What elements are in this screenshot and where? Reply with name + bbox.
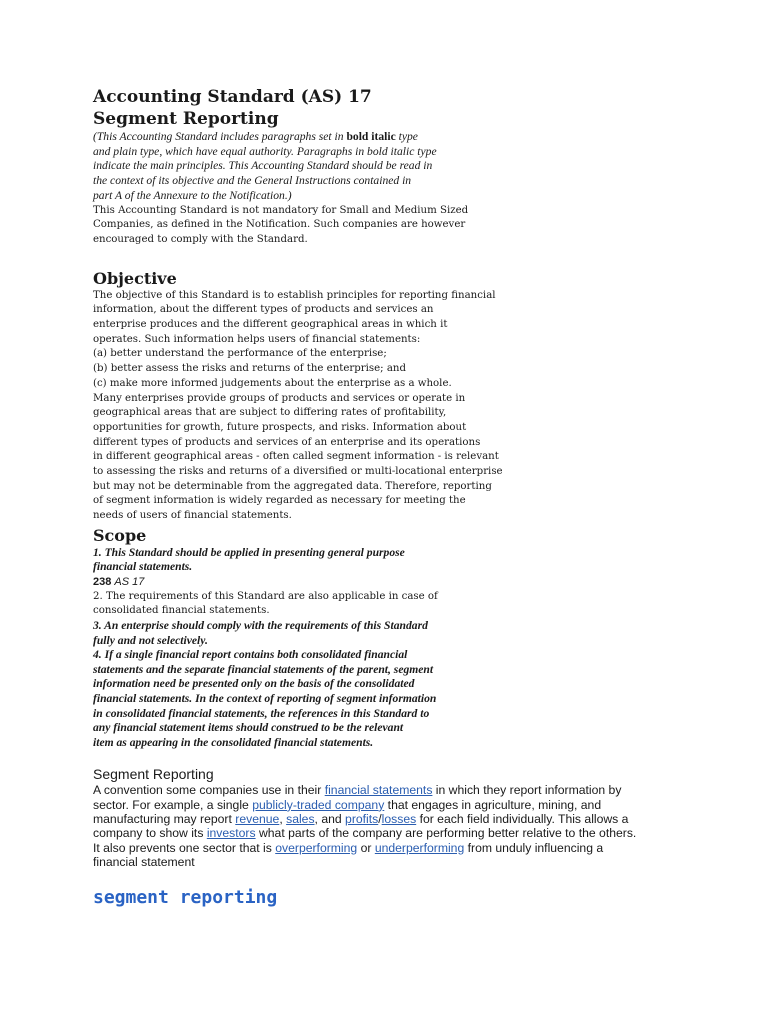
principle-line: 1. This Standard should be applied in presenting general purpose [93,545,405,559]
segment-reporting-link[interactable]: segment reporting [93,887,278,909]
body-line: needs of users of financial statements. [93,510,292,522]
body-line: Companies, as defined in the Notification. Such companies are however [93,219,466,231]
intro-line [93,130,653,145]
body-line: of segment information is widely regarded as necessary for meeting the [93,495,466,507]
body-line: The objective of this Standard is to establish principles for reporting financial [93,289,496,301]
intro-text: (This Accounting Standard includes paragraphs set in [93,130,347,143]
segment-text: that engages in agriculture, mining, and manufacturing may report [93,797,602,826]
intro-line: the context of its objective and the General Instructions contained in [93,174,412,188]
link-sales[interactable]: sales [286,812,315,826]
body-line: enterprise produces and the different geographical areas in which it [93,319,448,331]
body-line: geographical areas that are subject to differing rates of profitability, [93,407,447,419]
body-line: (a) better understand the performance of the enterprise; [93,348,387,360]
body-line: information, about the different types of products and services an [93,304,434,316]
segment-text: , [279,812,287,826]
body-line: to assessing the risks and returns of a diversified or multi-locational enterprise [93,466,503,478]
segment-text: , and [314,812,346,826]
link-publicly-traded-company[interactable]: publicly-traded company [252,797,385,812]
link-financial-statements[interactable]: financial statements [324,783,433,798]
page-title: Accounting Standard (AS) 17 [93,87,372,107]
objective-body [93,289,653,524]
intro-bold-text: bold italic [346,130,396,143]
body-line: 2. The requirements of this Standard are also applicable in case of [93,590,438,602]
segment-text: / [378,812,382,826]
body-line: encouraged to comply with the Standard. [93,233,308,245]
page-number: 238 [93,576,112,589]
body-line: Many enterprises provide groups of products and services or operate in [93,392,466,404]
body-line: (c) make more informed judgements about the enterprise as a whole. [93,377,452,389]
principle-line: in consolidated financial statements, the references in this Standard to [93,706,430,720]
principle-line: 4. If a single financial report contains both consolidated financial [93,648,408,662]
segment-text: or [357,840,375,855]
body-line: consolidated financial statements. [93,605,270,617]
link-investors[interactable]: investors [206,826,256,841]
segment-text: from unduly influencing a financial statement [93,840,604,869]
segment-text: in which they report information by sector. For example, a single [93,783,622,812]
principle-line: financial statements. In the context of reporting of segment information [93,692,437,706]
intro-note [93,130,653,204]
segment-text: A convention some companies use in their [93,783,325,798]
body-line: This Accounting Standard is not mandatory for Small and Medium Sized [93,204,469,216]
segment-heading: Segment Reporting [93,766,214,783]
link-revenue[interactable]: revenue [235,812,280,826]
principle-line: statements and the separate financial statements of the parent, segment [93,662,434,676]
body-line: opportunities for growth, future prospects, and risks. Information about [93,421,467,433]
body-line: different types of products and services of an enterprise and its operations [93,436,481,448]
link-overperforming[interactable]: overperforming [275,840,358,855]
body-line: operates. Such information helps users of financial statements: [93,333,421,345]
link-profits[interactable]: profits [345,812,379,826]
segment-text: for each field individually. This allows a company to show its [93,812,629,841]
page-label: AS 17 [114,576,145,589]
body-line: (b) better assess the risks and returns of the enterprise; and [93,363,406,375]
link-losses[interactable]: losses [381,812,417,826]
objective-heading: Objective [93,268,177,288]
applicability-note [93,204,653,248]
principle-line: financial statements. [93,560,193,574]
principle-line: item as appearing in the consolidated financial statements. [93,735,374,749]
principle-line: 3. An enterprise should comply with the requirements of this Standard [93,619,428,633]
segment-text: what parts of the company are performing better relative to the others. It also prevents one sector that is [93,826,637,855]
scope-body [93,546,653,751]
link-underperforming[interactable]: underperforming [374,840,465,855]
body-line: in different geographical areas - often called segment information - is relevant [93,451,499,463]
principle-line: fully and not selectively. [93,633,208,647]
principle-line: any financial statement items should construed to be the relevant [93,721,404,735]
intro-text: type [395,130,418,143]
document-page [93,86,653,908]
page-subtitle: Segment Reporting [93,109,279,129]
intro-line: part A of the Annexure to the Notification.) [93,188,292,202]
page-reference [93,575,653,590]
intro-line: and plain type, which have equal authority. Paragraphs in bold italic type [93,144,437,158]
principle-line: information need be presented only on the basis of the consolidated [93,677,415,691]
segment-paragraph [93,783,645,869]
intro-line: indicate the main principles. This Accounting Standard should be read in [93,159,433,173]
body-line: but may not be determinable from the aggregated data. Therefore, reporting [93,480,492,492]
scope-heading: Scope [93,525,147,545]
